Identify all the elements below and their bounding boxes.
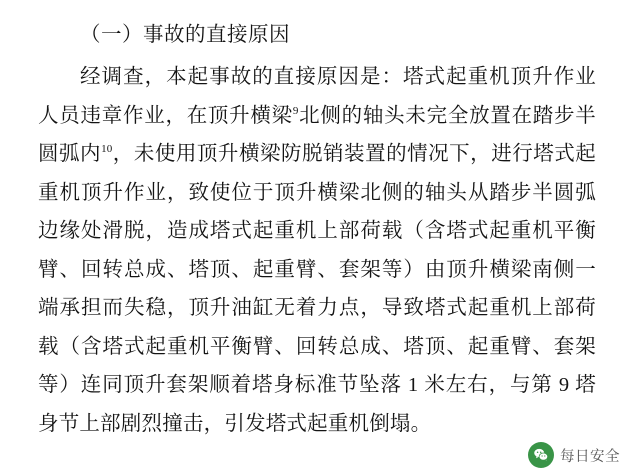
- paragraph-segment-3: ，未使用顶升横梁防脱销装置的情况下，进行塔式起重机顶升作业，致使位于顶升横梁北侧的轴头从踏步半圆弧边缘处滑脱，造成塔式起重机上部荷载（含塔式起重机平衡臂、回转总成、塔顶、起重臂、套架等）由顶升横梁南侧一端承担而失稳，顶升油缸无着力点，导致塔式起重机上部荷载（含塔式起重机平衡臂、回转总成、塔顶、起重臂、套架等）连同顶升套架顺着塔身标准节坠落 1 米左右，与第 9 塔身节上部剧烈撞击，引发塔式起重机倒塌。: [38, 143, 596, 435]
- watermark: [528, 442, 620, 468]
- page-heading: （一）事故的直接原因: [80, 24, 290, 46]
- paragraph-segment-1: 经调查，本起事故的直接原因是：塔式起重机顶升作业人员违章作业，在顶升横梁: [38, 66, 596, 127]
- footnote-marker-10: 10: [101, 143, 113, 156]
- watermark-label: 每日安全: [560, 448, 620, 465]
- body-paragraph: [38, 58, 596, 443]
- footnote-marker-9: 9: [292, 104, 299, 117]
- wechat-official-account-icon: [528, 442, 554, 468]
- paragraph-segment-2: 北侧的轴头未完全放置在踏步半圆弧内: [38, 104, 596, 165]
